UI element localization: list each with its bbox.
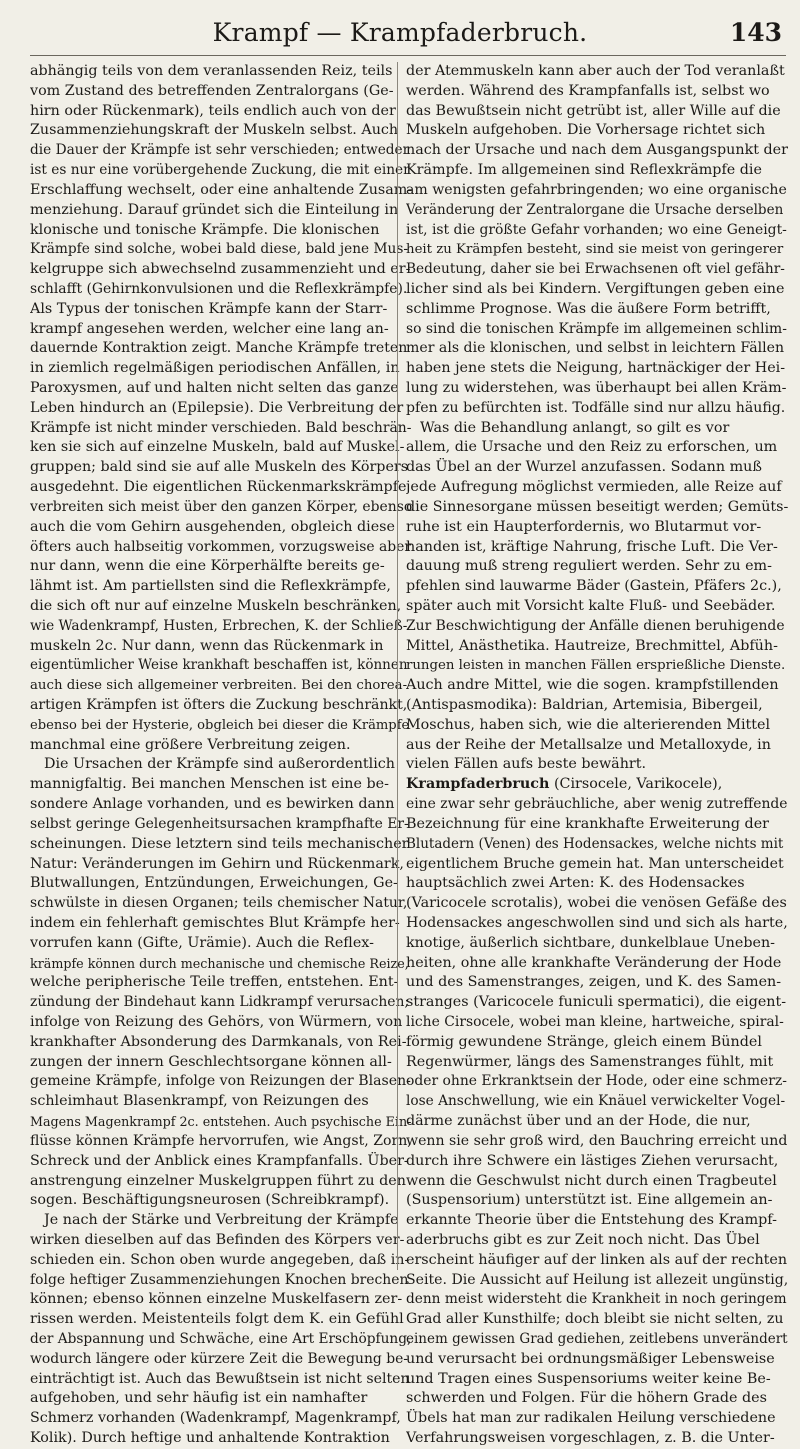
header-rule <box>30 55 786 56</box>
text-line: anstrengung einzelner Muskelgruppen führt zu den <box>30 1172 406 1189</box>
text-line: Schreck und der Anblick eines Krampfanfalls. Über- <box>30 1152 409 1169</box>
page-header <box>0 14 800 50</box>
text-line: und Tragen eines Suspensoriums weiter keine Be- <box>406 1370 771 1387</box>
text-line: folge heftiger Zusammenziehungen Knochen brechen <box>30 1271 409 1288</box>
text-line: Schmerz vorhanden (Wadenkrampf, Magenkrampf, <box>30 1410 401 1427</box>
text-line: jede Aufregung möglichst vermieden, alle Reize auf <box>406 479 782 496</box>
text-line: pfen zu befürchten ist. Todfälle sind nur allzu häufig. <box>406 399 786 416</box>
text-line: muskeln 2c. Nur dann, wenn das Rückenmark in <box>30 637 384 654</box>
text-line: Krämpfe sind solche, wobei bald diese, bald jene Mus- <box>30 241 408 258</box>
text-line: licher sind als bei Kindern. Vergiftungen geben eine <box>406 280 785 297</box>
text-line: Verfahrungsweisen vorgeschlagen, z. B. die Unter- <box>406 1430 775 1447</box>
text-line: aus der Reihe der Metallsalze und Metalloxyde, in <box>406 736 771 753</box>
text-line: auch die vom Gehirn ausgehenden, obgleich diese <box>30 518 395 535</box>
text-line: hauptsächlich zwei Arten: K. des Hodensackes <box>406 875 745 892</box>
text-line: Seite. Die Aussicht auf Heilung ist allezeit ungünstig, <box>406 1271 788 1288</box>
text-line: Bezeichnung für eine krankhafte Erweiterung der <box>406 815 769 832</box>
column-divider <box>397 62 398 1270</box>
text-line: Leben hindurch an (Epilepsie). Die Verbreitung der <box>30 399 404 416</box>
text-line: einem gewissen Grad gediehen, zeitlebens unverändert <box>406 1331 788 1347</box>
running-title: Krampf — Krampfaderbruch. <box>212 18 588 47</box>
entry-term-gloss: (Cirsocele, Varikocele), <box>549 776 723 793</box>
text-line: lung zu widerstehen, was überhaupt bei allen Kräm- <box>406 380 787 396</box>
text-line: Je nach der Stärke und Verbreitung der Krämpfe <box>44 1212 399 1229</box>
text-line: Moschus, haben sich, wie die alterierenden Mittel <box>406 716 771 733</box>
text-line: aufgehoben, und sehr häufig ist ein namhafter <box>30 1390 368 1407</box>
text-line: gruppen; bald sind sie auf alle Muskeln des Körpers <box>30 459 409 476</box>
text-line: aderbruchs gibt es zur Zeit noch nicht. Das Übel <box>406 1231 760 1248</box>
text-line: Natur: Veränderungen im Gehirn und Rückenmark, <box>30 855 404 872</box>
right-column <box>406 62 788 1449</box>
text-line: artigen Krämpfen ist öfters die Zuckung beschränkt, <box>30 697 408 713</box>
text-line: Krämpfe. Im allgemeinen sind Reflexkrämpfe die <box>406 162 762 179</box>
text-line: nur dann, wenn die eine Körperhälfte bereits ge- <box>30 558 385 575</box>
entry-term: Krampfaderbruch <box>406 776 550 793</box>
text-line: ken sie sich auf einzelne Muskeln, bald auf Muskel- <box>30 439 405 456</box>
text-line: Auch andre Mittel, wie die sogen. krampfstillenden <box>406 677 779 694</box>
text-line: erkannte Theorie über die Entstehung des Krampf- <box>406 1212 777 1229</box>
text-line: eigentlichem Bruche gemein hat. Man unterscheidet <box>406 855 784 872</box>
text-line: flüsse können Krämpfe hervorrufen, wie Angst, Zorn, <box>30 1132 412 1149</box>
text-line: können; ebenso können einzelne Muskelfasern zer- <box>30 1291 403 1308</box>
text-line: schwerden und Folgen. Für die höhern Grade des <box>406 1390 767 1407</box>
text-line: der Atemmuskeln kann aber auch der Tod veranlaßt <box>406 63 785 79</box>
text-line: menziehung. Darauf gründet sich die Einteilung in <box>30 201 399 218</box>
text-line: ist es nur eine vorübergehende Zuckung, die mit einer <box>30 162 410 179</box>
left-column <box>30 62 412 1449</box>
text-line: mer als die klonischen, und selbst in leichtern Fällen <box>406 340 785 357</box>
text-line: Grad aller Kunsthilfe; doch bleibt sie nicht selten, zu <box>406 1311 784 1328</box>
text-line: wodurch längere oder kürzere Zeit die Bewegung be- <box>30 1350 408 1367</box>
text-line: klonische und tonische Krämpfe. Die klonischen <box>30 221 380 238</box>
text-line: Erschlaffung wechselt, oder eine anhaltende Zusam- <box>30 181 412 198</box>
text-line: am wenigsten gefahrbringenden; wo eine organische <box>406 181 787 198</box>
text-line: der Abspannung und Schwäche, eine Art Erschöpfung, <box>30 1331 412 1347</box>
text-line: krankhafter Absonderung des Darmkanals, von Rei- <box>30 1033 407 1050</box>
text-line: rissen werden. Meistenteils folgt dem K. ein Gefühl <box>30 1311 404 1328</box>
text-line: eigentümlicher Weise krankhaft beschaffen ist, können <box>30 657 408 674</box>
text-line: kelgruppe sich abwechselnd zusammenzieht und er- <box>30 261 411 278</box>
text-line: (Varicocele scrotalis), wobei die venösen Gefäße des <box>406 895 787 912</box>
text-line: infolge von Reizung des Gehörs, von Würmern, von <box>30 1014 403 1030</box>
text-line: durch ihre Schwere ein lästiges Ziehen verursacht, <box>406 1152 779 1169</box>
text-line: knotige, äußerlich sichtbare, dunkelblaue Uneben- <box>406 934 776 951</box>
text-line: wirken dieselben auf das Befinden des Körpers ver- <box>30 1231 405 1248</box>
text-line: hirn oder Rückenmark), teils endlich auch von der <box>30 102 396 119</box>
text-line: die Dauer der Krämpfe ist sehr verschieden; entweder <box>30 142 410 159</box>
text-line: zungen der innern Geschlechtsorgane können all- <box>30 1053 392 1070</box>
text-line: Magens Magenkrampf 2c. entstehen. Auch psychische Ein- <box>30 1114 412 1130</box>
text-line: (Antispasmodika): Baldrian, Artemisia, Bibergeil, <box>406 697 763 713</box>
text-line: vom Zustand des betreffenden Zentralorgans (Ge- <box>30 82 394 99</box>
text-line: mannigfaltig. Bei manchen Menschen ist eine be- <box>30 776 389 793</box>
text-line: öfters auch halbseitig vorkommen, vorzugsweise aber <box>30 538 412 555</box>
text-line: später auch mit Vorsicht kalte Fluß- und Seebäder. <box>406 597 776 614</box>
text-line: lähmt ist. Am partiellsten sind die Reflexkrämpfe, <box>30 578 391 595</box>
text-line: haben jene stets die Neigung, hartnäckiger der Hei- <box>406 360 786 377</box>
text-line: heiten, ohne alle krankhafte Veränderung der Hode <box>406 954 782 971</box>
text-line: schlimme Prognose. Was die äußere Form betrifft, <box>406 300 771 317</box>
text-line: Zusammenziehungskraft der Muskeln selbst. Auch <box>30 122 399 139</box>
text-line: liche Cirsocele, wobei man kleine, hartweiche, spiral- <box>406 1014 784 1030</box>
text-line: Kolik). Durch heftige und anhaltende Kontraktion <box>30 1430 390 1447</box>
text-line: so sind die tonischen Krämpfe im allgemeinen schlim- <box>406 320 787 337</box>
text-line: werden. Während des Krampfanfalls ist, selbst wo <box>406 82 770 99</box>
text-line: oder ohne Erkranktsein der Hode, oder eine schmerz- <box>406 1073 787 1090</box>
text-line: Paroxysmen, auf und halten nicht selten das ganze <box>30 380 399 396</box>
text-line: die sich oft nur auf einzelne Muskeln beschränken, <box>30 597 402 614</box>
text-line: Blutadern (Venen) des Hodensackes, welche nichts mit <box>406 835 784 852</box>
text-line: stranges (Varicocele funiculi spermatici), die eigent- <box>406 994 787 1011</box>
text-line: Veränderung der Zentralorgane die Ursache derselben <box>406 201 784 218</box>
text-line: eine zwar sehr gebräuchliche, aber wenig zutreffende <box>406 796 788 813</box>
text-line: zündung der Bindehaut kann Lidkrampf verursachen; <box>30 994 410 1011</box>
text-line: därme zunächst über und an der Hode, die nur, <box>406 1113 751 1130</box>
text-line: förmig gewundene Stränge, gleich einem Bündel <box>406 1033 762 1050</box>
text-line: Hodensackes angeschwollen sind und sich als harte, <box>406 914 788 931</box>
text-line: Als Typus der tonischen Krämpfe kann der Starr- <box>30 300 388 317</box>
text-line: verbreiten sich meist über den ganzen Körper, ebenso <box>30 498 412 515</box>
text-line: Blutwallungen, Entzündungen, Erweichungen, Ge- <box>30 875 398 892</box>
text-line: heit zu Krämpfen besteht, sind sie meist von geringerer <box>406 242 784 258</box>
text-line: einträchtigt ist. Auch das Bewußtsein ist nicht selten <box>30 1370 410 1387</box>
text-line: dauung muß streng reguliert werden. Sehr zu em- <box>406 558 772 575</box>
text-line: (Suspensorium) unterstützt ist. Eine allgemein an- <box>406 1192 773 1209</box>
page-number: 143 <box>729 18 782 47</box>
text-line: Bedeutung, daher sie bei Erwachsenen oft viel gefähr- <box>406 261 785 278</box>
text-line: Krämpfe ist nicht minder verschieden. Bald beschrän- <box>30 419 412 436</box>
text-line: handen ist, kräftige Nahrung, frische Luft. Die Ver- <box>406 538 778 555</box>
text-line: Regenwürmer, längs des Samenstranges fühlt, mit <box>406 1053 774 1070</box>
text-line: und verursacht bei ordnungsmäßiger Lebensweise <box>406 1350 775 1367</box>
text-line: selbst geringe Gelegenheitsursachen krampfhafte Er- <box>30 815 409 832</box>
text-line: auch diese sich allgemeiner verbreiten. Bei den chorea- <box>30 678 408 694</box>
text-line: nach der Ursache und nach dem Ausgangspunkt der <box>406 142 788 159</box>
text-line: vorrufen kann (Gifte, Urämie). Auch die Reflex- <box>30 934 374 951</box>
text-line: und des Samenstranges, zeigen, und K. des Samen- <box>406 974 782 991</box>
text-line: schlafft (Gehirnkonvulsionen und die Reflexkrämpfe). <box>30 280 408 297</box>
text-line: pfehlen sind lauwarme Bäder (Gastein, Pfäfers 2c.), <box>406 578 782 595</box>
text-line: ausgedehnt. Die eigentlichen Rückenmarkskrämpfe <box>30 479 407 496</box>
text-line: manchmal eine größere Verbreitung zeigen. <box>30 736 351 753</box>
text-line: das Übel an der Wurzel anzufassen. Sodann muß <box>406 459 762 476</box>
text-line: dauernde Kontraktion zeigt. Manche Krämpfe treten <box>30 340 408 357</box>
text-line: sogen. Beschäftigungsneurosen (Schreibkrampf). <box>30 1192 390 1209</box>
text-line: allem, die Ursache und den Reiz zu erforschen, um <box>406 439 778 456</box>
text-line: indem ein fehlerhaft gemischtes Blut Krämpfe her- <box>30 914 400 931</box>
text-line: lose Anschwellung, wie ein Knäuel verwickelter Vogel- <box>406 1093 786 1110</box>
text-line: die Sinnesorgane müssen beseitigt werden; Gemüts- <box>406 498 788 515</box>
text-line: denn meist widersteht die Krankheit in noch geringem <box>406 1291 787 1308</box>
text-line: wenn sie sehr groß wird, den Bauchring erreicht und <box>406 1132 788 1149</box>
text-line: schieden ein. Schon oben wurde angegeben, daß in- <box>30 1251 410 1268</box>
text-line: wie Wadenkrampf, Husten, Erbrechen, K. der Schließ- <box>30 617 408 634</box>
text-line: schwülste in diesen Organen; teils chemischer Natur, <box>30 895 408 912</box>
text-line: in ziemlich regelmäßigen periodischen Anfällen, in <box>30 360 400 377</box>
text-line: Was die Behandlung anlangt, so gilt es vor <box>420 419 730 436</box>
text-line: Mittel, Anästhetika. Hautreize, Brechmittel, Abfüh- <box>406 637 778 654</box>
text-line: welche peripherische Teile treffen, entstehen. Ent- <box>30 974 399 991</box>
text-line: krampf angesehen werden, welcher eine lang an- <box>30 320 389 337</box>
text-line: vielen Fällen aufs beste bewährt. <box>406 756 647 773</box>
text-line: Übels hat man zur radikalen Heilung verschiedene <box>406 1410 776 1427</box>
text-line: gemeine Krämpfe, infolge von Reizungen der Blasen- <box>30 1073 411 1090</box>
text-line: Muskeln aufgehoben. Die Vorhersage richtet sich <box>406 122 766 139</box>
text-line: krämpfe können durch mechanische und chemische Reize, <box>30 955 409 971</box>
text-line: schleimhaut Blasenkrampf, von Reizungen des <box>30 1093 369 1110</box>
text-line: ist, ist die größte Gefahr vorhanden; wo eine Geneigt- <box>406 221 787 238</box>
entry-heading-line <box>406 775 788 795</box>
text-line: Die Ursachen der Krämpfe sind außerordentlich <box>44 756 396 773</box>
text-line: ebenso bei der Hysterie, obgleich bei dieser die Krämpfe <box>30 717 410 733</box>
text-line: rungen leisten in manchen Fällen ersprießliche Dienste. <box>406 658 786 674</box>
text-line: sondere Anlage vorhanden, und es bewirken dann <box>30 796 395 813</box>
text-line: ruhe ist ein Haupterfordernis, wo Blutarmut vor- <box>406 518 762 535</box>
text-line: erscheint häufiger auf der linken als auf der rechten <box>406 1251 788 1268</box>
text-line: scheinungen. Diese letztern sind teils mechanischer <box>30 835 409 852</box>
text-line: wenn die Geschwulst nicht durch einen Tragbeutel <box>406 1172 777 1189</box>
text-line: Zur Beschwichtigung der Anfälle dienen beruhigende <box>406 617 785 634</box>
text-line: das Bewußtsein nicht getrübt ist, aller Wille auf die <box>406 102 781 119</box>
text-line: abhängig teils von dem veranlassenden Reiz, teils <box>30 63 393 79</box>
